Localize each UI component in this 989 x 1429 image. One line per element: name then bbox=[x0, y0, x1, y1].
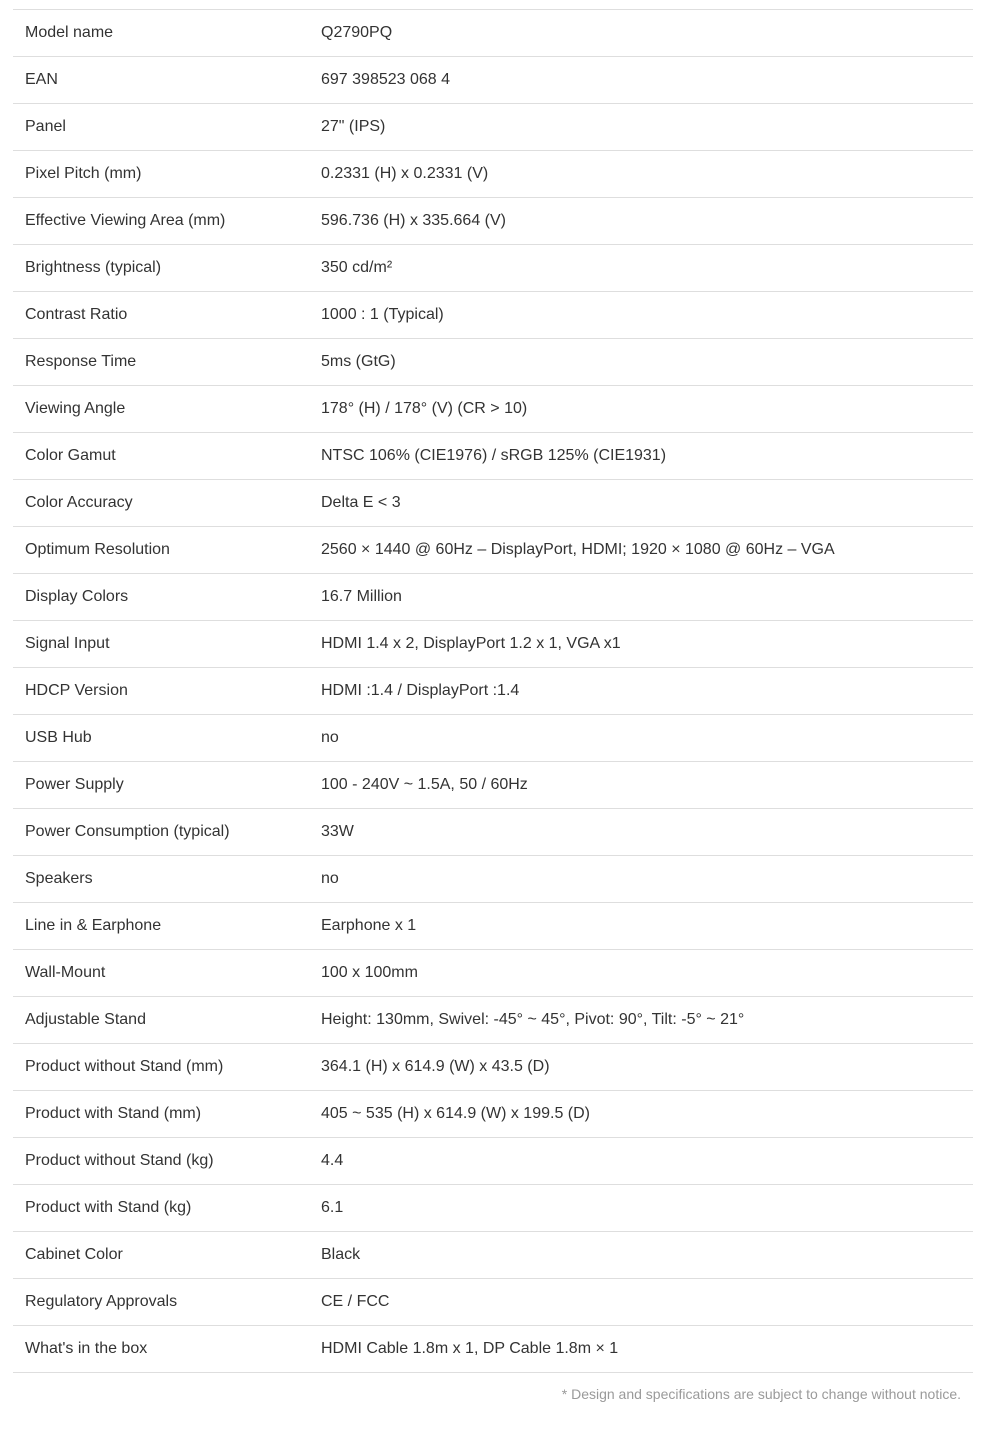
spec-label: Line in & Earphone bbox=[13, 903, 309, 950]
spec-row bbox=[13, 997, 973, 1044]
spec-label: Power Consumption (typical) bbox=[13, 809, 309, 856]
spec-row bbox=[13, 668, 973, 715]
spec-label: Color Gamut bbox=[13, 433, 309, 480]
spec-row bbox=[13, 762, 973, 809]
spec-value: CE / FCC bbox=[309, 1279, 973, 1326]
spec-row bbox=[13, 1091, 973, 1138]
spec-row bbox=[13, 527, 973, 574]
spec-value: 2560 × 1440 @ 60Hz – DisplayPort, HDMI; 1920 × 1080 @ 60Hz – VGA bbox=[309, 527, 973, 574]
spec-label: EAN bbox=[13, 57, 309, 104]
spec-label: Panel bbox=[13, 104, 309, 151]
spec-label: Power Supply bbox=[13, 762, 309, 809]
spec-row bbox=[13, 715, 973, 762]
spec-row bbox=[13, 809, 973, 856]
spec-value: 364.1 (H) x 614.9 (W) x 43.5 (D) bbox=[309, 1044, 973, 1091]
spec-label: What's in the box bbox=[13, 1326, 309, 1373]
spec-row bbox=[13, 1326, 973, 1373]
spec-value: 697 398523 068 4 bbox=[309, 57, 973, 104]
spec-label: Cabinet Color bbox=[13, 1232, 309, 1279]
spec-row bbox=[13, 621, 973, 668]
spec-label: Contrast Ratio bbox=[13, 292, 309, 339]
spec-value: 178° (H) / 178° (V) (CR > 10) bbox=[309, 386, 973, 433]
spec-value: 33W bbox=[309, 809, 973, 856]
spec-value: Delta E < 3 bbox=[309, 480, 973, 527]
spec-value: HDMI 1.4 x 2, DisplayPort 1.2 x 1, VGA x1 bbox=[309, 621, 973, 668]
spec-label: HDCP Version bbox=[13, 668, 309, 715]
spec-label: Regulatory Approvals bbox=[13, 1279, 309, 1326]
spec-value: 6.1 bbox=[309, 1185, 973, 1232]
spec-row bbox=[13, 292, 973, 339]
footnote-disclaimer: * Design and specifications are subject to change without notice. bbox=[561, 1386, 961, 1402]
spec-value: 16.7 Million bbox=[309, 574, 973, 621]
spec-value: HDMI Cable 1.8m x 1, DP Cable 1.8m × 1 bbox=[309, 1326, 973, 1373]
spec-value: 4.4 bbox=[309, 1138, 973, 1185]
spec-value: no bbox=[309, 856, 973, 903]
spec-label: Wall-Mount bbox=[13, 950, 309, 997]
spec-label: Adjustable Stand bbox=[13, 997, 309, 1044]
spec-label: Pixel Pitch (mm) bbox=[13, 151, 309, 198]
spec-value: 1000 : 1 (Typical) bbox=[309, 292, 973, 339]
spec-label: Product without Stand (mm) bbox=[13, 1044, 309, 1091]
spec-row bbox=[13, 903, 973, 950]
spec-row bbox=[13, 57, 973, 104]
spec-row bbox=[13, 198, 973, 245]
spec-row bbox=[13, 1232, 973, 1279]
spec-label: Model name bbox=[13, 10, 309, 57]
spec-value: 0.2331 (H) x 0.2331 (V) bbox=[309, 151, 973, 198]
spec-value: 27" (IPS) bbox=[309, 104, 973, 151]
spec-value: Q2790PQ bbox=[309, 10, 973, 57]
spec-value: 596.736 (H) x 335.664 (V) bbox=[309, 198, 973, 245]
spec-row bbox=[13, 1185, 973, 1232]
spec-value: 100 - 240V ~ 1.5A, 50 / 60Hz bbox=[309, 762, 973, 809]
spec-row bbox=[13, 480, 973, 527]
spec-row bbox=[13, 151, 973, 198]
spec-label: USB Hub bbox=[13, 715, 309, 762]
spec-row bbox=[13, 856, 973, 903]
spec-row bbox=[13, 339, 973, 386]
spec-table-body bbox=[13, 10, 973, 1373]
spec-label: Viewing Angle bbox=[13, 386, 309, 433]
spec-label: Color Accuracy bbox=[13, 480, 309, 527]
spec-value: 100 x 100mm bbox=[309, 950, 973, 997]
spec-row bbox=[13, 245, 973, 292]
spec-value: 350 cd/m² bbox=[309, 245, 973, 292]
spec-value: no bbox=[309, 715, 973, 762]
spec-row bbox=[13, 10, 973, 57]
spec-value: Earphone x 1 bbox=[309, 903, 973, 950]
spec-table bbox=[13, 9, 973, 1373]
spec-row bbox=[13, 1044, 973, 1091]
spec-value: HDMI :1.4 / DisplayPort :1.4 bbox=[309, 668, 973, 715]
spec-row bbox=[13, 433, 973, 480]
spec-value: 5ms (GtG) bbox=[309, 339, 973, 386]
spec-label: Product with Stand (kg) bbox=[13, 1185, 309, 1232]
spec-label: Product with Stand (mm) bbox=[13, 1091, 309, 1138]
spec-label: Response Time bbox=[13, 339, 309, 386]
spec-value: Black bbox=[309, 1232, 973, 1279]
spec-value: 405 ~ 535 (H) x 614.9 (W) x 199.5 (D) bbox=[309, 1091, 973, 1138]
spec-row bbox=[13, 1279, 973, 1326]
spec-label: Display Colors bbox=[13, 574, 309, 621]
spec-value: Height: 130mm, Swivel: -45° ~ 45°, Pivot: 90°, Tilt: -5° ~ 21° bbox=[309, 997, 973, 1044]
spec-label: Signal Input bbox=[13, 621, 309, 668]
spec-label: Brightness (typical) bbox=[13, 245, 309, 292]
spec-row bbox=[13, 1138, 973, 1185]
spec-label: Effective Viewing Area (mm) bbox=[13, 198, 309, 245]
spec-label: Optimum Resolution bbox=[13, 527, 309, 574]
spec-row bbox=[13, 386, 973, 433]
spec-row bbox=[13, 950, 973, 997]
spec-label: Product without Stand (kg) bbox=[13, 1138, 309, 1185]
spec-row bbox=[13, 104, 973, 151]
spec-row bbox=[13, 574, 973, 621]
spec-value: NTSC 106% (CIE1976) / sRGB 125% (CIE1931) bbox=[309, 433, 973, 480]
spec-label: Speakers bbox=[13, 856, 309, 903]
